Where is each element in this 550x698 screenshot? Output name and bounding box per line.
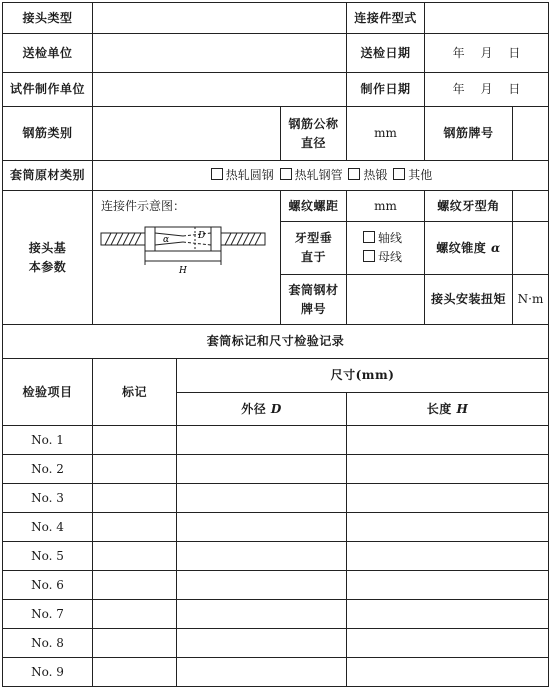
mark-cell[interactable] [93, 484, 177, 513]
sleeve-material-options [93, 161, 549, 191]
rebar-nominal-dia-label [281, 107, 347, 161]
mark-cell[interactable] [93, 542, 177, 571]
taper-symbol: α [491, 240, 501, 255]
col-length-header [347, 393, 549, 426]
col-outer-text: 外径 [241, 401, 267, 416]
mark-cell[interactable] [93, 455, 177, 484]
taper-value[interactable] [513, 222, 549, 275]
year-label: 年 [452, 45, 465, 60]
rebar-category-label: 钢筋类别 [3, 107, 93, 161]
outer-dia-cell[interactable] [177, 542, 347, 571]
option-hot-rolled-tube: 热轧钢管 [294, 168, 343, 183]
sleeve-steel-label [281, 275, 347, 325]
row-label: No. 7 [3, 600, 93, 629]
outer-dia-cell[interactable] [177, 658, 347, 687]
option-axis: 轴线 [378, 231, 403, 246]
length-cell[interactable] [347, 484, 549, 513]
perpendicular-options [347, 222, 425, 275]
sleeve-steel-line1: 套筒钢材 [288, 282, 339, 297]
specimen-unit-value[interactable] [93, 73, 347, 107]
outer-dia-cell[interactable] [177, 571, 347, 600]
row-label: No. 4 [3, 513, 93, 542]
outer-dia-cell[interactable] [177, 455, 347, 484]
length-cell[interactable] [347, 542, 549, 571]
col-length-text: 长度 [426, 401, 452, 416]
joint-type-value[interactable] [93, 3, 347, 34]
submitting-unit-value[interactable] [93, 34, 347, 73]
diagram-alpha: α [163, 235, 170, 245]
option-nut: 母线 [378, 250, 403, 264]
length-cell[interactable] [347, 455, 549, 484]
table-row [3, 629, 549, 658]
length-cell[interactable] [347, 600, 549, 629]
outer-dia-cell[interactable] [177, 600, 347, 629]
thread-angle-label: 螺纹牙型角 [425, 191, 513, 222]
rebar-nominal-dia-line1: 钢筋公称 [288, 116, 339, 131]
sleeve-steel-value[interactable] [347, 275, 425, 325]
length-cell[interactable] [347, 571, 549, 600]
row-label: No. 1 [3, 426, 93, 455]
mark-cell[interactable] [93, 658, 177, 687]
table-row [3, 571, 549, 600]
torque-label: 接头安装扭矩 [425, 275, 513, 325]
row-label: No. 2 [3, 455, 93, 484]
rebar-nominal-dia-line2: 直径 [301, 135, 327, 150]
option-hot-forged: 热锻 [363, 168, 388, 183]
rebar-dia-unit[interactable]: mm [347, 107, 425, 161]
table-row [3, 455, 549, 484]
rebar-category-value[interactable] [93, 107, 281, 161]
row-label: No. 9 [3, 658, 93, 687]
mark-cell[interactable] [93, 600, 177, 629]
checkbox-axis[interactable] [363, 231, 375, 243]
joint-type-label: 接头类型 [3, 3, 93, 34]
col-outer-header [177, 393, 347, 426]
checkbox-other[interactable] [393, 168, 405, 180]
day-label: 日 [508, 82, 521, 97]
rebar-grade-label: 钢筋牌号 [425, 107, 513, 161]
taper-label-text: 螺纹锥度 [436, 240, 487, 255]
submitting-unit-label: 送检单位 [3, 34, 93, 73]
taper-label [425, 222, 513, 275]
thread-pitch-label: 螺纹螺距 [281, 191, 347, 222]
option-other: 其他 [408, 168, 433, 183]
month-label: 月 [480, 82, 493, 97]
checkbox-nut[interactable] [363, 250, 375, 262]
table-row [3, 484, 549, 513]
col-outer-sym: D [270, 401, 282, 416]
year-label: 年 [452, 82, 465, 97]
specimen-unit-label: 试件制作单位 [3, 73, 93, 107]
outer-dia-cell[interactable] [177, 513, 347, 542]
submit-date-value[interactable] [425, 34, 549, 73]
thread-pitch-unit[interactable]: mm [347, 191, 425, 222]
table-row [3, 658, 549, 687]
submit-date-label: 送检日期 [347, 34, 425, 73]
basic-params-label [3, 191, 93, 325]
option-hot-rolled-bar: 热轧圆钢 [225, 168, 274, 183]
table-row [3, 426, 549, 455]
mark-cell[interactable] [93, 426, 177, 455]
diagram-h: H [179, 266, 187, 276]
month-label: 月 [480, 45, 493, 60]
mark-cell[interactable] [93, 571, 177, 600]
mark-cell[interactable] [93, 513, 177, 542]
diagram-d: D [198, 231, 206, 241]
thread-angle-value[interactable] [513, 191, 549, 222]
basic-params-line1: 接头基 [28, 240, 67, 255]
col-size-header: 尺寸(mm) [177, 359, 549, 393]
checkbox-hot-rolled-tube[interactable] [280, 168, 292, 180]
checkbox-hot-rolled-bar[interactable] [211, 168, 223, 180]
connector-model-label: 连接件型式 [347, 3, 425, 34]
col-mark-header: 标记 [93, 359, 177, 426]
length-cell[interactable] [347, 629, 549, 658]
col-item-header: 检验项目 [3, 359, 93, 426]
connector-diagram [99, 217, 269, 277]
section-title: 套筒标记和尺寸检验记录 [3, 325, 549, 359]
checkbox-hot-forged[interactable] [348, 168, 360, 180]
outer-dia-cell[interactable] [177, 484, 347, 513]
length-cell[interactable] [347, 658, 549, 687]
make-date-label: 制作日期 [347, 73, 425, 107]
basic-params-line2: 本参数 [28, 259, 67, 274]
col-length-sym: H [456, 401, 469, 416]
connector-model-value[interactable] [425, 3, 549, 34]
torque-unit[interactable]: N·m [513, 275, 549, 325]
connector-diagram-cell [93, 191, 281, 325]
rebar-grade-value[interactable] [513, 107, 549, 161]
perpendicular-line1: 牙型垂 [294, 231, 333, 246]
row-label: No. 5 [3, 542, 93, 571]
table-row [3, 600, 549, 629]
sleeve-material-label: 套筒原材类别 [3, 161, 93, 191]
table-row [3, 542, 549, 571]
table-row [3, 513, 549, 542]
make-date-value[interactable] [425, 73, 549, 107]
perpendicular-label [281, 222, 347, 275]
length-cell[interactable] [347, 513, 549, 542]
sleeve-steel-line2: 牌号 [301, 301, 327, 316]
outer-dia-cell[interactable] [177, 426, 347, 455]
mark-cell[interactable] [93, 629, 177, 658]
form-table [2, 2, 549, 687]
connector-diagram-label: 连接件示意图： [101, 199, 186, 213]
day-label: 日 [508, 45, 521, 60]
row-label: No. 8 [3, 629, 93, 658]
length-cell[interactable] [347, 426, 549, 455]
perpendicular-line2: 直于 [301, 250, 327, 264]
row-label: No. 3 [3, 484, 93, 513]
outer-dia-cell[interactable] [177, 629, 347, 658]
row-label: No. 6 [3, 571, 93, 600]
